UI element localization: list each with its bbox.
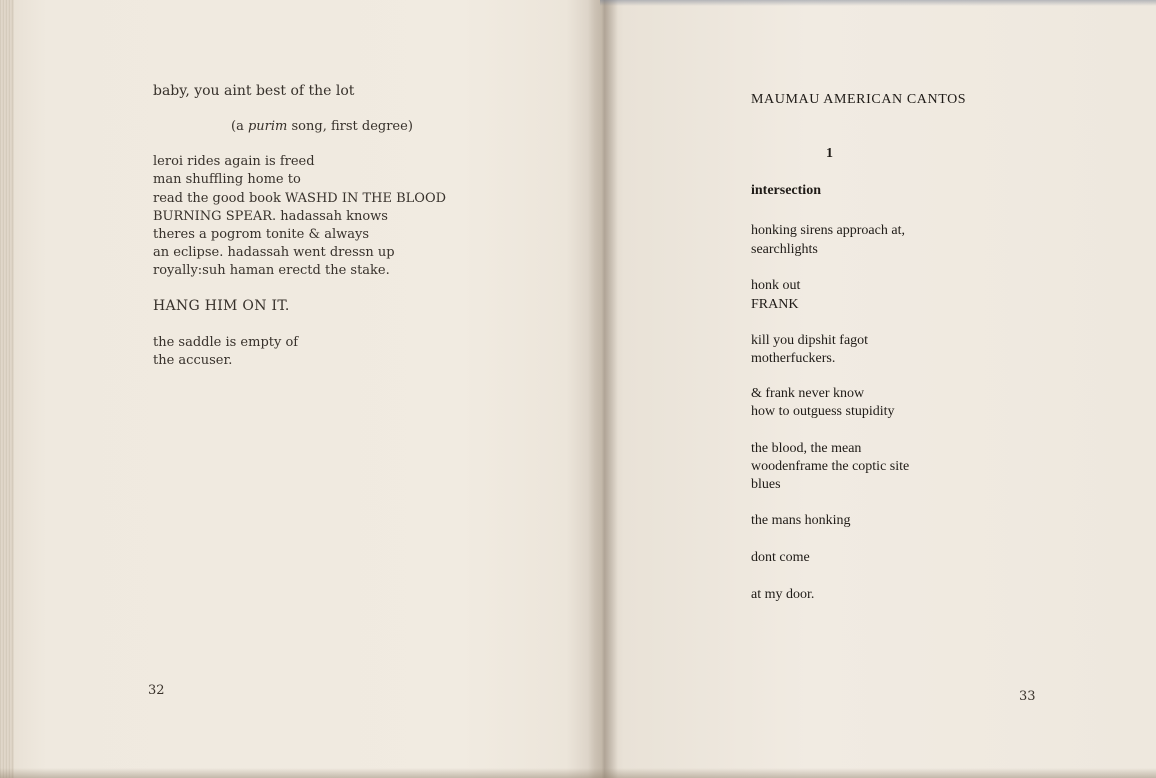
poem-subtitle: [231, 118, 413, 136]
stanza-line: man shuffling home to: [153, 172, 301, 187]
stanza-line: honking sirens approach at,: [751, 223, 905, 238]
poem-title: baby, you aint best of the lot: [153, 83, 355, 99]
bottom-edge-shadow: [0, 768, 1156, 778]
stanza-line: BURNING SPEAR. hadassah knows: [153, 209, 388, 224]
stanza-line: the mans honking: [751, 513, 851, 528]
stanza-line-emphasis: HANG HIM ON IT.: [153, 298, 290, 314]
stanza-line: how to outguess stupidity: [751, 404, 895, 419]
stanza-line: honk out: [751, 278, 801, 293]
subtitle-post: song, first degree): [287, 119, 413, 134]
stanza-line: searchlights: [751, 242, 818, 257]
cantos-title: MAUMAU AMERICAN CANTOS: [751, 92, 967, 107]
subtitle-pre: (a: [231, 119, 248, 134]
stanza-line: leroi rides again is freed: [153, 154, 315, 169]
stanza-line: the blood, the mean: [751, 441, 862, 456]
stanza-line: blues: [751, 477, 781, 492]
page-edges: [0, 0, 14, 778]
top-edge-shadow: [600, 0, 1156, 6]
stanza-line: motherfuckers.: [751, 351, 836, 366]
book-gutter: [588, 0, 618, 778]
stanza-line: & frank never know: [751, 386, 865, 401]
stanza-line: royally:suh haman erectd the stake.: [153, 263, 390, 278]
page-number-right: 33: [1019, 689, 1036, 704]
stanza-line: an eclipse. hadassah went dressn up: [153, 245, 395, 260]
stanza-line: read the good book WASHD IN THE BLOOD: [153, 191, 447, 206]
stanza-line: at my door.: [751, 587, 815, 602]
stanza-line: dont come: [751, 550, 810, 565]
section-heading: intersection: [751, 183, 821, 198]
subtitle-em: purim: [247, 119, 288, 134]
stanza-line: theres a pogrom tonite & always: [153, 227, 369, 242]
stanza-line: the saddle is empty of: [153, 335, 299, 350]
stanza-line: FRANK: [751, 297, 799, 312]
stanza-line: woodenframe the coptic site: [751, 459, 910, 474]
section-number: 1: [826, 146, 833, 161]
stanza-line: the accuser.: [153, 353, 233, 368]
page-number-left: 32: [148, 683, 165, 698]
stanza-line: kill you dipshit fagot: [751, 333, 869, 348]
